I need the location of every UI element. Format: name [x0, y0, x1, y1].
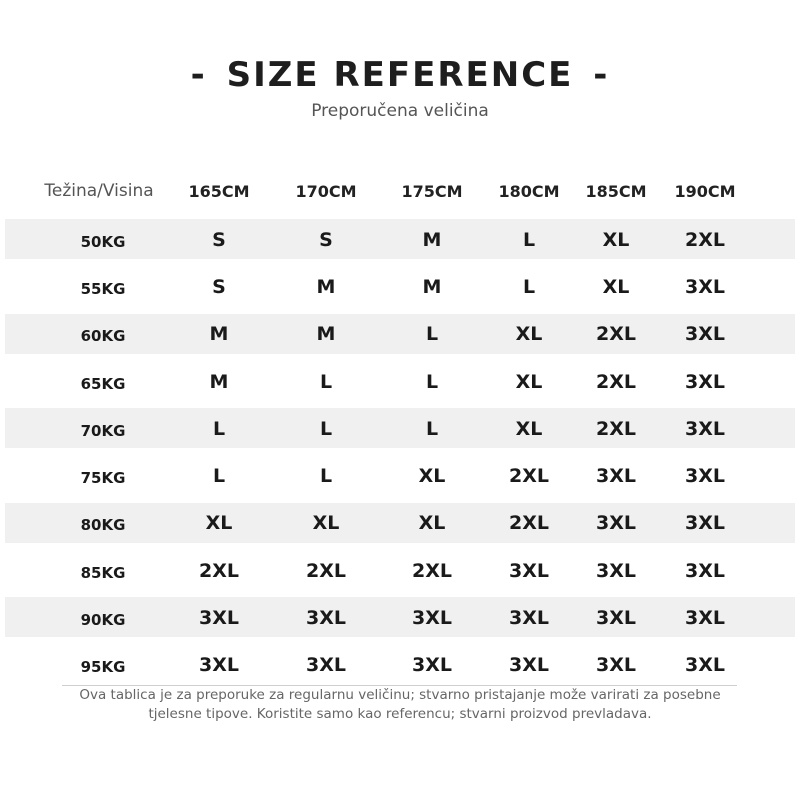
footnote-line: Ova tablica je za preporuke za regularnu veličinu; stvarno pristajanje može varirati za posebne: [79, 687, 721, 703]
weight-label: 60KG: [80, 327, 126, 346]
size-cell: 3XL: [596, 654, 636, 677]
size-cell: 3XL: [509, 607, 549, 630]
weight-label: 85KG: [80, 563, 126, 582]
table-row: [5, 405, 795, 452]
size-cell: 2XL: [685, 228, 725, 251]
size-cell: 2XL: [306, 559, 346, 582]
table-row: [5, 358, 795, 405]
size-cell: M: [209, 323, 229, 346]
table-row: [5, 452, 795, 499]
size-cell: XL: [602, 275, 630, 298]
size-cell: 3XL: [199, 607, 239, 630]
size-cell: L: [522, 228, 536, 251]
height-header: 165CM: [188, 181, 250, 201]
size-cell: XL: [312, 512, 340, 535]
page-header: [0, 50, 800, 122]
size-cell: S: [212, 228, 226, 251]
size-cell: XL: [515, 370, 543, 393]
size-cell: 3XL: [596, 559, 636, 582]
weight-label: 80KG: [80, 516, 126, 535]
size-cell: XL: [418, 512, 446, 535]
size-cell: 3XL: [685, 512, 725, 535]
title-dash-left: -: [190, 55, 207, 95]
title-dash-right: -: [593, 55, 610, 95]
size-cell: M: [316, 323, 336, 346]
title-text: SIZE REFERENCE: [226, 55, 574, 95]
table-body: [5, 216, 795, 689]
size-cell: 3XL: [596, 465, 636, 488]
size-cell: 3XL: [412, 654, 452, 677]
table-row: [5, 216, 795, 263]
size-cell: L: [212, 465, 226, 488]
table-row: [5, 594, 795, 641]
footnote: [20, 686, 780, 724]
table-row: [5, 642, 795, 689]
size-table: [5, 166, 795, 689]
table-row: [5, 547, 795, 594]
size-cell: XL: [602, 228, 630, 251]
size-cell: L: [319, 417, 333, 440]
weight-label: 75KG: [80, 469, 126, 488]
size-cell: 3XL: [685, 607, 725, 630]
corner-label: Težina/Visina: [44, 181, 154, 201]
weight-label: 50KG: [80, 232, 126, 251]
size-cell: 2XL: [509, 512, 549, 535]
size-cell: XL: [515, 323, 543, 346]
footnote-line: tjelesne tipove. Koristite samo kao referencu; stvarni proizvod prevladava.: [148, 706, 652, 722]
table-row: [5, 311, 795, 358]
size-cell: 3XL: [509, 654, 549, 677]
size-cell: L: [425, 417, 439, 440]
size-cell: 2XL: [596, 417, 636, 440]
size-cell: 2XL: [596, 323, 636, 346]
height-header: 190CM: [674, 181, 736, 201]
size-cell: 2XL: [199, 559, 239, 582]
weight-label: 70KG: [80, 421, 126, 440]
size-cell: XL: [515, 417, 543, 440]
size-cell: 3XL: [596, 512, 636, 535]
table-header-row: [5, 166, 795, 216]
size-cell: L: [319, 465, 333, 488]
size-cell: XL: [418, 465, 446, 488]
size-cell: 3XL: [509, 559, 549, 582]
height-header: 185CM: [585, 181, 647, 201]
size-cell: 3XL: [685, 275, 725, 298]
size-cell: M: [422, 275, 442, 298]
size-cell: XL: [205, 512, 233, 535]
page-title: [0, 50, 800, 100]
size-cell: M: [209, 370, 229, 393]
size-cell: 3XL: [306, 654, 346, 677]
size-cell: 3XL: [685, 465, 725, 488]
size-cell: 3XL: [596, 607, 636, 630]
size-cell: M: [422, 228, 442, 251]
table-row: [5, 500, 795, 547]
weight-label: 90KG: [80, 611, 126, 630]
table-row: [5, 263, 795, 310]
size-cell: L: [522, 275, 536, 298]
size-cell: S: [212, 275, 226, 298]
size-cell: 3XL: [306, 607, 346, 630]
weight-label: 95KG: [80, 658, 126, 677]
height-header: 170CM: [295, 181, 357, 201]
size-cell: L: [425, 370, 439, 393]
size-cell: 3XL: [412, 607, 452, 630]
weight-label: 55KG: [80, 279, 126, 298]
size-cell: 3XL: [685, 417, 725, 440]
size-cell: 3XL: [685, 559, 725, 582]
size-cell: M: [316, 275, 336, 298]
size-cell: 3XL: [199, 654, 239, 677]
size-cell: 2XL: [509, 465, 549, 488]
height-header: 180CM: [498, 181, 560, 201]
size-cell: L: [212, 417, 226, 440]
size-cell: S: [319, 228, 333, 251]
size-cell: 2XL: [596, 370, 636, 393]
size-cell: 3XL: [685, 370, 725, 393]
size-cell: 2XL: [412, 559, 452, 582]
size-cell: L: [319, 370, 333, 393]
page-subtitle: Preporučena veličina: [311, 101, 489, 121]
size-cell: L: [425, 323, 439, 346]
size-cell: 3XL: [685, 323, 725, 346]
height-header: 175CM: [401, 181, 463, 201]
size-cell: 3XL: [685, 654, 725, 677]
weight-label: 65KG: [80, 374, 126, 393]
